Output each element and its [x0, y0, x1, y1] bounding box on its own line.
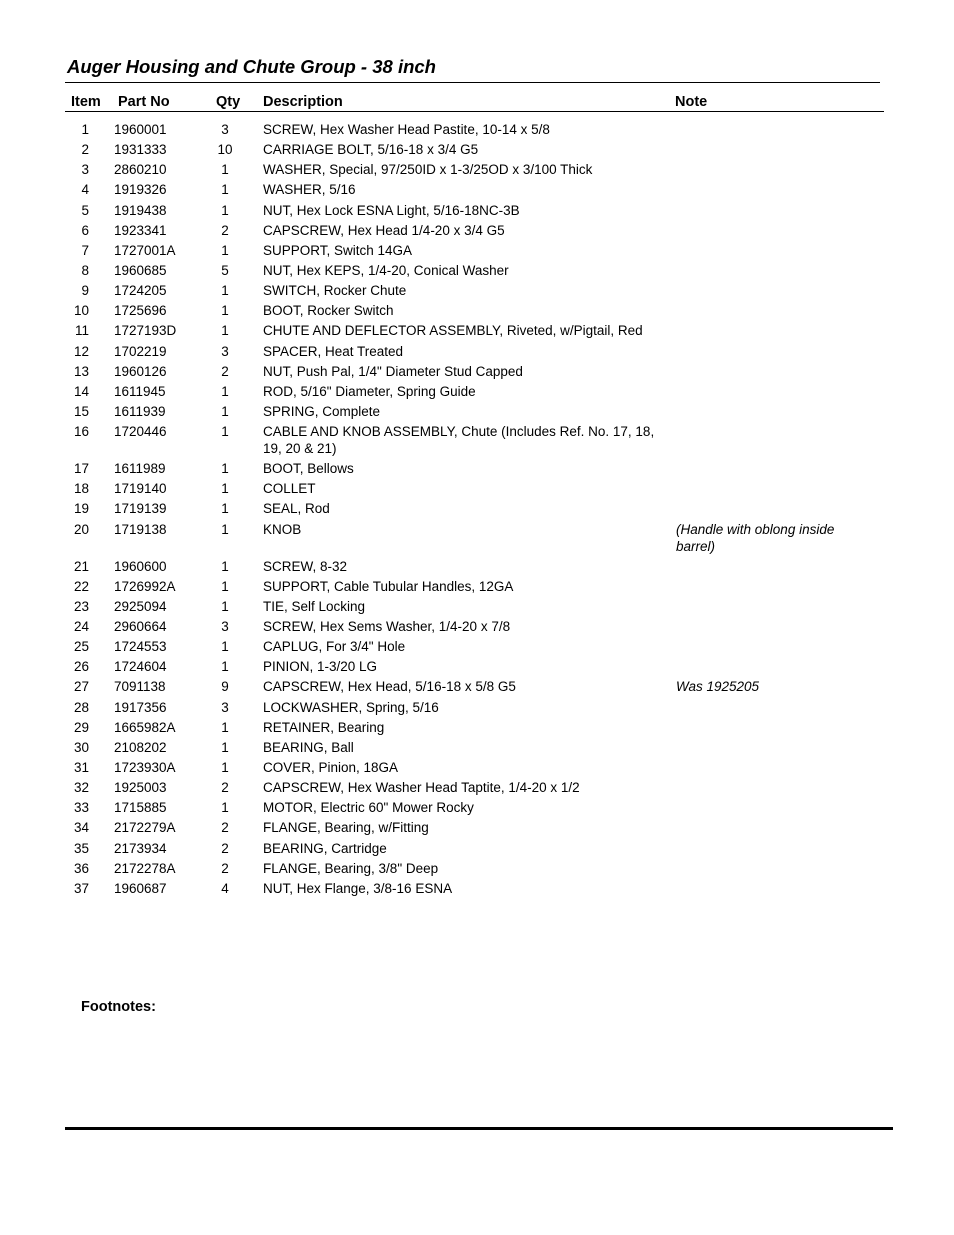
qty-cell: 1: [221, 403, 229, 419]
qty-cell: 3: [221, 699, 229, 715]
part-no-cell: 1702219: [114, 343, 167, 359]
qty-cell: 10: [217, 142, 233, 158]
qty-cell: 1: [221, 739, 229, 755]
item-cell: 10: [73, 303, 89, 319]
qty-cell: 2: [221, 860, 229, 876]
table-row: [0, 460, 954, 480]
description-cell: CHUTE AND DEFLECTOR ASSEMBLY, Riveted, w/Pigtail, Red: [263, 323, 643, 339]
table-row: [0, 558, 954, 578]
item-cell: 7: [81, 242, 89, 258]
description-cell: BEARING, Cartridge: [263, 840, 387, 856]
table-row: [0, 618, 954, 638]
description-cell: TIE, Self Locking: [263, 598, 366, 614]
qty-cell: 1: [221, 481, 229, 497]
item-cell: 37: [73, 880, 89, 896]
footnotes-label: Footnotes:: [81, 999, 156, 1015]
part-no-cell: 2925094: [114, 598, 167, 614]
qty-cell: 2: [221, 363, 229, 379]
item-cell: 1: [81, 122, 89, 137]
part-no-cell: 1727193D: [114, 323, 177, 339]
qty-cell: 1: [221, 424, 229, 440]
description-cell: BEARING, Ball: [263, 739, 354, 755]
description-cell: NUT, Push Pal, 1/4" Diameter Stud Capped: [263, 363, 523, 379]
qty-cell: 2: [221, 840, 229, 856]
description-cell: RETAINER, Bearing: [263, 719, 385, 735]
part-no-cell: 2173934: [114, 840, 167, 856]
description-cell: FLANGE, Bearing, 3/8" Deep: [263, 860, 439, 876]
description-cell: BOOT, Bellows: [263, 461, 354, 477]
qty-cell: 2: [221, 222, 229, 238]
description-cell: WASHER, 5/16: [263, 182, 356, 198]
qty-cell: 1: [221, 283, 229, 299]
note-cell: (Handle with oblong inside barrel): [676, 521, 835, 554]
table-row: [0, 860, 954, 880]
table-row: [0, 840, 954, 860]
part-no-cell: 1719140: [114, 481, 167, 497]
qty-cell: 1: [221, 598, 229, 614]
note-cell: Was 1925205: [676, 679, 760, 695]
item-cell: 18: [73, 481, 89, 497]
item-cell: 28: [73, 699, 89, 715]
title-divider: [65, 82, 880, 83]
description-cell: CAPSCREW, Hex Washer Head Taptite, 1/4-20 x 1/2: [263, 780, 580, 796]
item-cell: 36: [73, 860, 89, 876]
part-no-cell: 2108202: [114, 739, 167, 755]
qty-cell: 1: [221, 719, 229, 735]
item-cell: 23: [73, 598, 89, 614]
table-row: [0, 403, 954, 423]
qty-cell: 3: [221, 618, 229, 634]
header-part-no: Part No: [118, 94, 170, 110]
item-cell: 3: [81, 162, 89, 178]
table-row: [0, 141, 954, 161]
table-row: [0, 699, 954, 719]
table-row: [0, 819, 954, 839]
table-row: [0, 880, 954, 900]
description-cell: CARRIAGE BOLT, 5/16-18 x 3/4 G5: [263, 142, 479, 158]
table-row: [0, 222, 954, 242]
table-row: [0, 343, 954, 363]
table-row: [0, 678, 954, 698]
part-no-cell: 1725696: [114, 303, 167, 319]
parts-table: [0, 121, 954, 900]
table-row: [0, 480, 954, 500]
part-no-cell: 7091138: [114, 679, 166, 695]
item-cell: 24: [73, 618, 89, 634]
part-no-cell: 1923341: [114, 222, 167, 238]
header-divider: [65, 111, 884, 112]
description-cell: KNOB: [263, 521, 302, 537]
item-cell: 26: [73, 659, 89, 675]
qty-cell: 1: [221, 303, 229, 319]
item-cell: 11: [74, 323, 89, 339]
qty-cell: 1: [221, 242, 229, 258]
part-no-cell: 1720446: [114, 424, 167, 440]
table-row: [0, 282, 954, 302]
qty-cell: 1: [221, 659, 229, 675]
table-row: [0, 202, 954, 222]
part-no-cell: 1919326: [114, 182, 167, 198]
description-cell: CAPSCREW, Hex Head, 5/16-18 x 5/8 G5: [263, 679, 516, 695]
part-no-cell: 1925003: [114, 780, 167, 796]
description-cell: NUT, Hex KEPS, 1/4-20, Conical Washer: [263, 262, 509, 278]
description-cell: FLANGE, Bearing, w/Fitting: [263, 820, 429, 836]
table-row: [0, 521, 954, 558]
description-cell: COLLET: [263, 481, 316, 497]
item-cell: 35: [73, 840, 89, 856]
table-row: [0, 121, 954, 141]
part-no-cell: 1724205: [114, 283, 167, 299]
item-cell: 4: [81, 182, 89, 198]
table-row: [0, 638, 954, 658]
item-cell: 25: [73, 639, 89, 655]
table-row: [0, 658, 954, 678]
table-row: [0, 262, 954, 282]
table-row: [0, 322, 954, 342]
header-description: Description: [263, 94, 343, 110]
part-no-cell: 2172278A: [114, 860, 176, 876]
part-no-cell: 1724553: [114, 639, 167, 655]
header-note: Note: [675, 94, 708, 110]
part-no-cell: 2172279A: [114, 820, 176, 836]
item-cell: 33: [73, 800, 89, 816]
table-row: [0, 739, 954, 759]
item-cell: 19: [73, 501, 89, 517]
part-no-cell: 1715885: [114, 800, 167, 816]
part-no-cell: 1960126: [114, 363, 167, 379]
item-cell: 15: [73, 403, 89, 419]
description-cell: NUT, Hex Flange, 3/8-16 ESNA: [263, 880, 453, 896]
part-no-cell: 1719139: [114, 501, 167, 517]
part-no-cell: 1931333: [114, 142, 167, 158]
qty-cell: 1: [221, 202, 229, 218]
description-cell: SUPPORT, Switch 14GA: [263, 242, 413, 258]
item-cell: 8: [81, 262, 89, 278]
description-cell: CAPSCREW, Hex Head 1/4-20 x 3/4 G5: [263, 222, 505, 238]
qty-cell: 3: [221, 122, 229, 137]
qty-cell: 4: [221, 880, 229, 896]
item-cell: 21: [73, 558, 89, 574]
item-cell: 31: [73, 759, 89, 775]
item-cell: 34: [73, 820, 89, 836]
item-cell: 13: [73, 363, 89, 379]
qty-cell: 1: [221, 521, 229, 537]
description-cell: SCREW, 8-32: [263, 558, 348, 574]
description-cell: CABLE AND KNOB ASSEMBLY, Chute (Includes Ref. No. 17, 18, 19, 20 & 21): [263, 424, 655, 457]
qty-cell: 2: [221, 780, 229, 796]
qty-cell: 1: [221, 558, 229, 574]
description-cell: NUT, Hex Lock ESNA Light, 5/16-18NC-3B: [263, 202, 520, 218]
item-cell: 9: [81, 283, 89, 299]
qty-cell: 1: [221, 323, 229, 339]
part-no-cell: 1727001A: [114, 242, 176, 258]
item-cell: 12: [73, 343, 89, 359]
part-no-cell: 1960001: [114, 122, 167, 137]
item-cell: 32: [73, 780, 89, 796]
item-cell: 29: [73, 719, 89, 735]
qty-cell: 2: [221, 820, 229, 836]
part-no-cell: 1611945: [114, 383, 166, 399]
qty-cell: 1: [221, 578, 229, 594]
table-row: [0, 759, 954, 779]
part-no-cell: 1960687: [114, 880, 167, 896]
qty-cell: 1: [221, 639, 229, 655]
part-no-cell: 1726992A: [114, 578, 176, 594]
description-cell: CAPLUG, For 3/4" Hole: [263, 639, 406, 655]
part-no-cell: 2860210: [114, 162, 167, 178]
description-cell: LOCKWASHER, Spring, 5/16: [263, 699, 439, 715]
part-no-cell: 1917356: [114, 699, 167, 715]
part-no-cell: 1611939: [114, 403, 166, 419]
item-cell: 17: [73, 461, 89, 477]
item-cell: 20: [73, 521, 89, 537]
item-cell: 27: [73, 679, 89, 695]
description-cell: SEAL, Rod: [263, 501, 330, 517]
table-row: [0, 719, 954, 739]
description-cell: SUPPORT, Cable Tubular Handles, 12GA: [263, 578, 514, 594]
qty-cell: 9: [221, 679, 229, 695]
qty-cell: 1: [221, 759, 229, 775]
header-item: Item: [71, 94, 101, 110]
part-no-cell: 2960664: [114, 618, 167, 634]
description-cell: PINION, 1-3/20 LG: [263, 659, 378, 675]
description-cell: SCREW, Hex Sems Washer, 1/4-20 x 7/8: [263, 618, 511, 634]
part-no-cell: 1960600: [114, 558, 167, 574]
table-row: [0, 500, 954, 520]
qty-cell: 1: [221, 182, 229, 198]
part-no-cell: 1919438: [114, 202, 167, 218]
table-row: [0, 578, 954, 598]
qty-cell: 3: [221, 343, 229, 359]
qty-cell: 1: [221, 461, 229, 477]
item-cell: 14: [73, 383, 89, 399]
description-cell: SPACER, Heat Treated: [263, 343, 404, 359]
description-cell: SWITCH, Rocker Chute: [263, 283, 407, 299]
item-cell: 6: [81, 222, 89, 238]
qty-cell: 1: [221, 383, 229, 399]
part-no-cell: 1611989: [114, 461, 166, 477]
description-cell: WASHER, Special, 97/250ID x 1-3/25OD x 3/100 Thick: [263, 162, 593, 178]
qty-cell: 1: [221, 501, 229, 517]
description-cell: MOTOR, Electric 60" Mower Rocky: [263, 800, 474, 816]
table-row: [0, 181, 954, 201]
part-no-cell: 1665982A: [114, 719, 176, 735]
header-qty: Qty: [216, 94, 241, 110]
table-row: [0, 242, 954, 262]
part-no-cell: 1724604: [114, 659, 167, 675]
qty-cell: 1: [221, 162, 229, 178]
item-cell: 30: [73, 739, 89, 755]
qty-cell: 5: [221, 262, 229, 278]
description-cell: BOOT, Rocker Switch: [263, 303, 394, 319]
description-cell: COVER, Pinion, 18GA: [263, 759, 399, 775]
table-row: [0, 423, 954, 460]
page-title: Auger Housing and Chute Group - 38 inch: [67, 56, 436, 77]
description-cell: ROD, 5/16" Diameter, Spring Guide: [263, 383, 476, 399]
item-cell: 5: [81, 202, 89, 218]
part-no-cell: 1960685: [114, 262, 167, 278]
table-row: [0, 598, 954, 618]
part-no-cell: 1723930A: [114, 759, 176, 775]
item-cell: 22: [73, 578, 89, 594]
bottom-divider: [65, 1127, 893, 1130]
part-no-cell: 1719138: [114, 521, 167, 537]
item-cell: 2: [81, 142, 89, 158]
description-cell: SCREW, Hex Washer Head Pastite, 10-14 x 5/8: [263, 122, 550, 137]
table-row: [0, 363, 954, 383]
table-row: [0, 779, 954, 799]
qty-cell: 1: [221, 800, 229, 816]
description-cell: SPRING, Complete: [263, 403, 381, 419]
item-cell: 16: [73, 424, 89, 440]
table-row: [0, 799, 954, 819]
table-row: [0, 161, 954, 181]
table-row: [0, 302, 954, 322]
table-row: [0, 383, 954, 403]
